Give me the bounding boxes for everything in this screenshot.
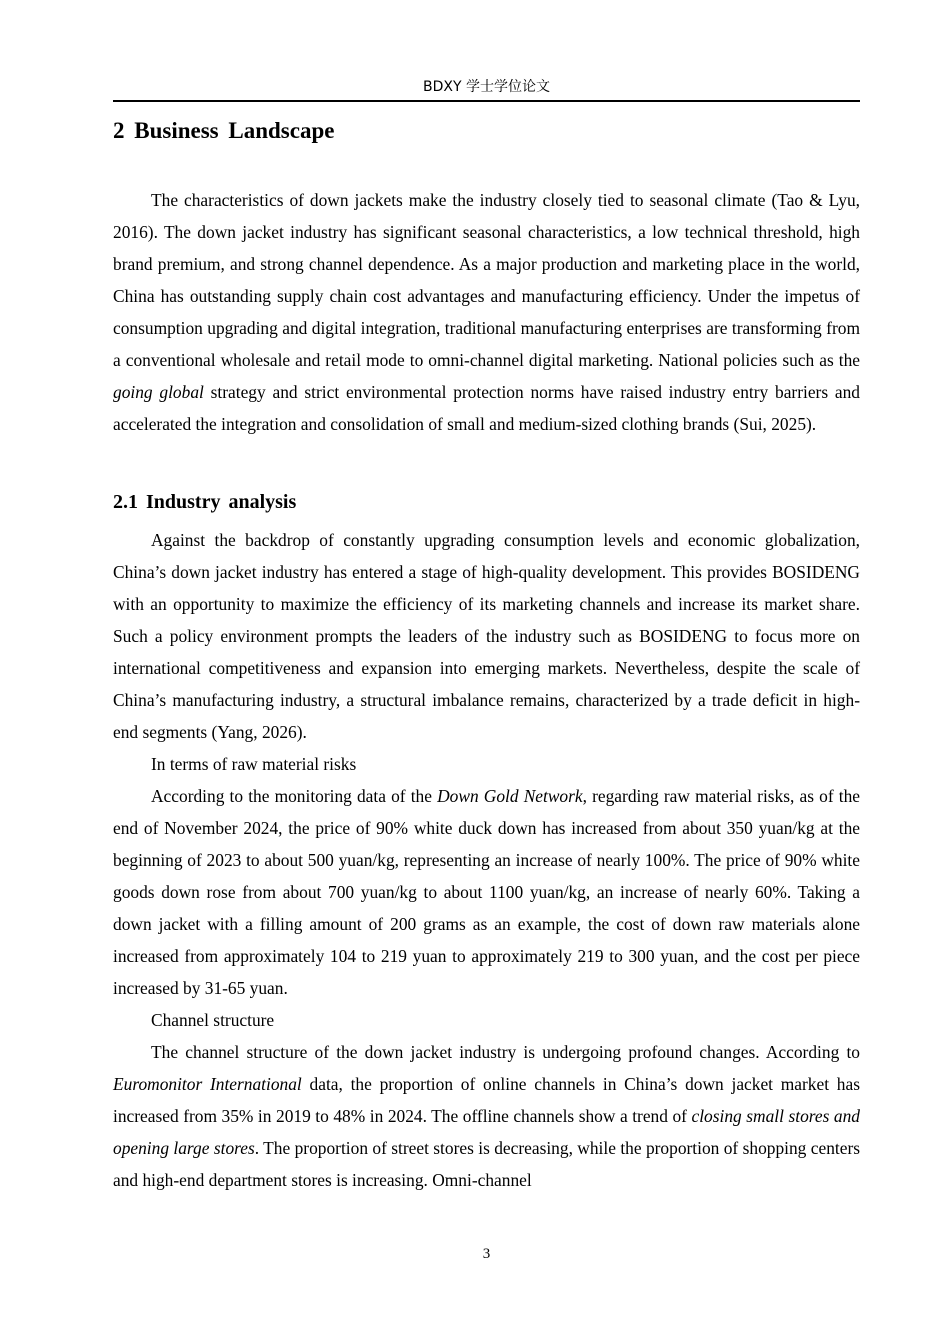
- italic-phrase: closing small stores and opening large stores: [113, 1106, 860, 1158]
- paragraph-raw-material-heading: In terms of raw material risks: [151, 754, 357, 774]
- paragraph-industry-context: Against the backdrop of constantly upgrading consumption levels and economic globalization, China’s down jacket industry has entered a stage of high-quality development. This provides BOSIDENG with an opportunity to maximize the efficiency of its marketing channels and increase its market share. Such a policy environment prompts the leaders of the industry such as BOSIDENG to focus more on international competitiveness and expansion into emerging markets. Nevertheless, despite the scale of China’s manufacturing industry, a structural imbalance remains, characterized by a trade deficit in high-end segments (Yang, 2026).: [113, 530, 860, 742]
- subsection-title: 2.1 Industry analysis: [113, 491, 297, 513]
- paragraph-channel-structure: The channel structure of the down jacket industry is undergoing profound changes. According to Euromonitor International data, the proportion of online channels in China’s down jacket market has increased from 35% in 2019 to 48% in 2024. The offline channels show a trend of closing small stores and opening large stores. The proportion of street stores is decreasing, while the proportion of shopping centers and high-end department stores is increasing. Omni-channel: [113, 1042, 860, 1190]
- running-header: BDXY 学士学位论文: [423, 79, 550, 95]
- header-rule: [113, 100, 860, 102]
- paragraph-channel-heading: Channel structure: [151, 1010, 275, 1030]
- section-title: 2 Business Landscape: [113, 118, 335, 143]
- section-intro-paragraph: The characteristics of down jackets make the industry closely tied to seasonal climate (Tao & Lyu, 2016). The down jacket industry has significant seasonal characteristics, a low technical threshold, high brand premium, and strong channel dependence. As a major production and marketing place in the world, China has outstanding supply chain cost advantages and manufacturing efficiency. Under the impetus of consumption upgrading and digital integration, traditional manufacturing enterprises are transforming from a conventional wholesale and retail mode to omni-channel digital marketing. National policies such as the going global strategy and strict environmental protection norms have raised industry entry barriers and accelerated the integration and consolidation of small and medium-sized clothing brands (Sui, 2025).: [113, 190, 861, 434]
- page-number: 3: [482, 1246, 491, 1262]
- paragraph-raw-material-risks: According to the monitoring data of the Down Gold Network, regarding raw material risks, as of the end of November 2024, the price of 90% white duck down has increased from about 350 yuan/kg at the beginning of 2023 to about 500 yuan/kg, representing an increase of nearly 100%. The price of 90% white goods down rose from about 700 yuan/kg to about 1100 yuan/kg, an increase of nearly 60%. Taking a down jacket with a filling amount of 200 grams as an example, the cost of down raw materials alone increased from approximately 104 to 219 yuan to approximately 219 to 300 yuan, and the cost per piece increased by 31-65 yuan.: [113, 786, 860, 998]
- page-body: [113, 112, 860, 1196]
- italic-phrase: Down Gold Network: [437, 786, 583, 806]
- italic-phrase: Euromonitor International: [113, 1074, 302, 1094]
- italic-phrase: going global: [113, 382, 204, 402]
